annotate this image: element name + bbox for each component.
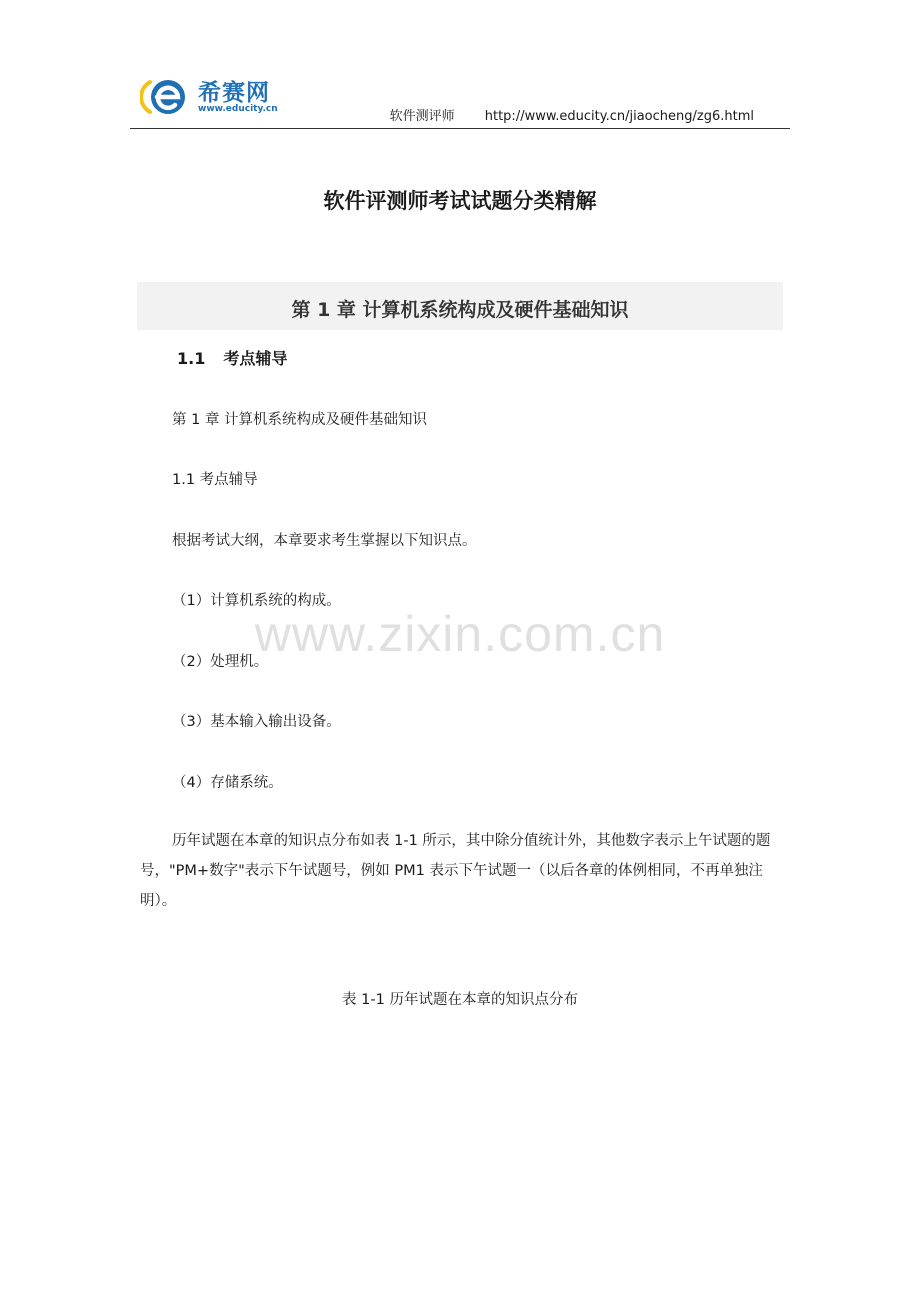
body-line-point-2: （2）处理机。 xyxy=(172,654,269,670)
body-line-point-4: （4）存储系统。 xyxy=(172,775,283,791)
header-url-link[interactable]: http://www.educity.cn/jiaocheng/zg6.html xyxy=(484,109,754,124)
section-title: 考点辅导 xyxy=(223,349,288,368)
section-heading xyxy=(177,346,287,369)
document-title: 软件评测师考试试题分类精解 xyxy=(323,189,597,213)
educity-e-icon xyxy=(140,74,192,118)
educity-logo[interactable] xyxy=(140,70,300,120)
logo-chinese-name: 希赛网 xyxy=(198,80,270,106)
body-line-intro: 根据考试大纲，本章要求考生掌握以下知识点。 xyxy=(172,533,477,549)
page-header xyxy=(130,64,790,129)
body-paragraph-text: 历年试题在本章的知识点分布如表 1-1 所示，其中除分值统计外，其他数字表示上午试题的题号，"PM+数字"表示下午试题号，例如 PM1 表示下午试题一（以后各章的体例相同，不再单独注明）。 xyxy=(140,833,771,909)
chapter-title: 第 1 章 计算机系统构成及硬件基础知识 xyxy=(291,299,629,321)
header-site-label: 软件测评师 xyxy=(389,109,455,124)
header-info xyxy=(390,105,754,124)
body-paragraph xyxy=(140,826,785,916)
body-line-section: 1.1 考点辅导 xyxy=(172,472,258,488)
body-line-point-1: （1）计算机系统的构成。 xyxy=(172,593,341,609)
chapter-banner xyxy=(137,282,783,330)
body-line-point-3: （3）基本输入输出设备。 xyxy=(172,714,341,730)
body-line-chapter: 第 1 章 计算机系统构成及硬件基础知识 xyxy=(172,412,428,428)
table-caption: 表 1-1 历年试题在本章的知识点分布 xyxy=(342,992,578,1008)
watermark-text: www.zixin.com.cn xyxy=(254,606,666,662)
logo-domain: www.educity.cn xyxy=(198,104,278,114)
section-number: 1.1 xyxy=(177,349,206,368)
